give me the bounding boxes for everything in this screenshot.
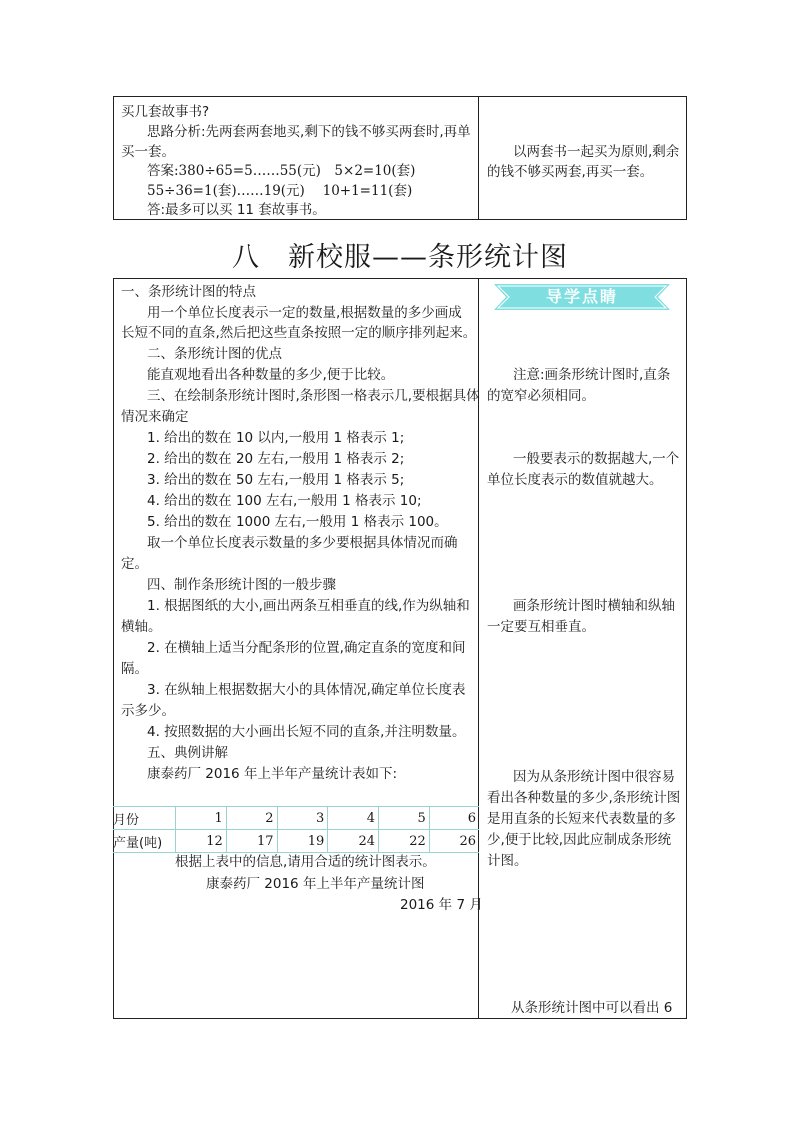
left-line-15: 四、制作条形统计图的一般步骤	[147, 577, 336, 593]
guide-banner	[494, 284, 670, 310]
top-right-note-2: 的钱不够买两套,再买一套。	[487, 164, 654, 180]
left-line-20: 3. 在纵轴上根据数据大小的具体情况,确定单位长度表	[147, 682, 466, 698]
left-line-4: 二、条形统计图的优点	[147, 346, 282, 362]
left-line-8: 1. 给出的数在 10 以内,一般用 1 格表示 1;	[147, 430, 405, 446]
top-answer-line-3: 答:最多可以买 11 套故事书。	[147, 202, 326, 218]
chart-title: 康泰药厂 2016 年上半年产量统计图	[206, 876, 425, 892]
left-line-1: 一、条形统计图的特点	[121, 284, 256, 300]
top-line-2: 思路分析:先两套两套地买,剩下的钱不够买两套时,再单	[147, 124, 471, 140]
left-line-3: 长短不同的直条,然后把这些直条按照一定的顺序排列起来。	[121, 325, 477, 341]
row-label-output: 产量(吨)	[113, 830, 176, 853]
output-cell: 12	[176, 830, 227, 853]
left-line-18: 2. 在横轴上适当分配条形的位置,确定直条的宽度和间	[147, 640, 466, 656]
output-cell: 26	[429, 830, 479, 853]
left-line-21: 示多少。	[121, 703, 175, 719]
month-cell: 1	[176, 807, 227, 830]
right-note-4b: 看出各种数量的多少,条形统计图	[487, 790, 681, 806]
right-note-2a: 一般要表示的数据越大,一个	[513, 451, 680, 467]
left-line-12: 5. 给出的数在 1000 左右,一般用 1 格表示 100。	[147, 514, 448, 530]
left-line-23: 五、典例讲解	[147, 745, 228, 761]
left-line-24: 康泰药厂 2016 年上半年产量统计表如下:	[147, 766, 397, 782]
output-cell: 17	[226, 830, 277, 853]
left-line-16: 1. 根据图纸的大小,画出两条互相垂直的线,作为纵轴和	[147, 598, 470, 614]
right-note-4a: 因为从条形统计图中很容易	[513, 769, 675, 785]
left-line-17: 横轴。	[121, 619, 162, 635]
month-cell: 2	[226, 807, 277, 830]
top-right-note-1: 以两套书一起买为原则,剩余	[513, 144, 680, 160]
month-cell: 6	[429, 807, 479, 830]
top-answer-line-2: 55÷36=1(套)……19(元) 10+1=11(套)	[147, 183, 413, 199]
right-note-4c: 是用直条的长短来代表数量的多	[487, 811, 676, 827]
row-label-month: 月份	[113, 807, 176, 830]
right-note-1b: 的宽窄必须相同。	[487, 388, 595, 404]
table-row-months	[113, 807, 479, 830]
left-line-10: 3. 给出的数在 50 左右,一般用 1 格表示 5;	[147, 472, 405, 488]
banner-label: 导学点睛	[545, 287, 618, 306]
production-table	[113, 806, 479, 853]
left-line-2: 用一个单位长度表示一定的数量,根据数量的多少画成	[147, 305, 462, 321]
top-line-3: 买一套。	[121, 144, 175, 160]
left-line-19: 隔。	[121, 661, 148, 677]
section-title: 八 新校服——条形统计图	[232, 242, 568, 273]
left-line-6: 三、在绘制条形统计图时,条形图一格表示几,要根据具体	[147, 388, 480, 404]
right-note-4e: 计图。	[487, 853, 528, 869]
output-cell: 24	[328, 830, 379, 853]
output-cell: 19	[277, 830, 328, 853]
left-line-13: 取一个单位长度表示数量的多少要根据具体情况而确	[147, 535, 458, 551]
output-cell: 22	[379, 830, 430, 853]
top-table-divider	[478, 96, 479, 220]
left-line-22: 4. 按照数据的大小画出长短不同的直条,并注明数量。	[147, 724, 466, 740]
month-cell: 4	[328, 807, 379, 830]
left-line-14: 定。	[121, 556, 148, 572]
left-line-11: 4. 给出的数在 100 左右,一般用 1 格表示 10;	[147, 493, 422, 509]
right-note-2b: 单位长度表示的数值就越大。	[487, 472, 663, 488]
right-note-3a: 画条形统计图时横轴和纵轴	[513, 598, 675, 614]
right-note-3b: 一定要互相垂直。	[487, 619, 595, 635]
top-line-1: 买几套故事书?	[121, 104, 210, 120]
after-table-text: 根据上表中的信息,请用合适的统计图表示。	[175, 854, 436, 870]
top-answer-line-1: 答案:380÷65=5……55(元) 5×2=10(套)	[147, 163, 416, 179]
bottom-right-text: 从条形统计图中可以看出 6	[511, 1000, 673, 1016]
left-line-9: 2. 给出的数在 20 左右,一般用 1 格表示 2;	[147, 451, 405, 467]
month-cell: 5	[379, 807, 430, 830]
month-cell: 3	[277, 807, 328, 830]
table-row-output	[113, 830, 479, 853]
right-note-4d: 少,便于比较,因此应制成条形统	[487, 832, 672, 848]
left-line-5: 能直观地看出各种数量的多少,便于比较。	[147, 367, 395, 383]
left-line-7: 情况来确定	[121, 409, 189, 425]
chart-date: 2016 年 7 月	[400, 897, 483, 913]
right-note-1a: 注意:画条形统计图时,直条	[513, 367, 671, 383]
